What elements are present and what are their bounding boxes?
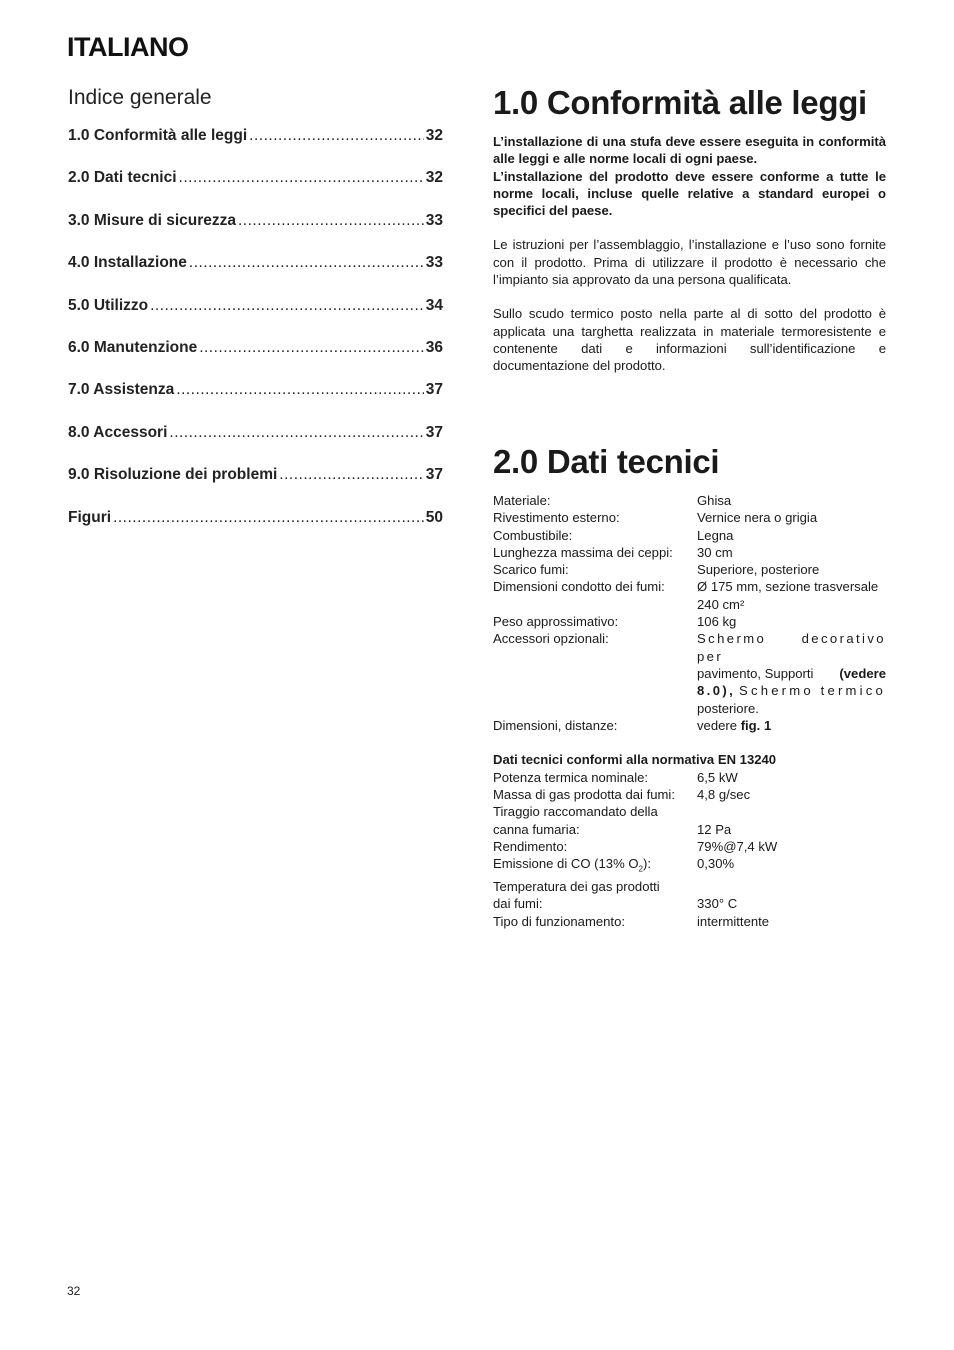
spec-key: Scarico fumi: [493,562,569,578]
spec-value [697,717,886,734]
spec-row-temp1 [493,878,886,895]
toc-item-page: 37 [425,423,443,441]
spec-value-text: 79%@7,4 kW [697,838,778,854]
spec-value [697,492,886,509]
spec-key: Rivestimento esterno: [493,510,620,526]
norm-rows [493,769,886,855]
spec-key: Dimensioni, distanze: [493,717,618,733]
toc-leader-dots [189,254,424,272]
spec-value [697,878,886,895]
spec-row [493,544,886,561]
toc-item[interactable] [68,212,443,254]
emissione-subscript: 2 [638,864,643,874]
spec-row [493,613,886,630]
toc-item-page: 37 [425,381,443,399]
norm-heading: Dati tecnici conformi alla normativa EN 13240 [493,752,777,768]
spec-value: intermittente [697,913,770,929]
spec-key: Temperatura dei gas prodotti [493,879,660,895]
accessori-line4: posteriore. [697,700,759,716]
accessori-line1: Schermo decorativo per [697,631,886,664]
toc-leader-dots [279,466,423,484]
section1-bold-para [493,133,886,219]
spec-value [697,838,886,855]
toc-item[interactable] [68,297,443,339]
toc-item-page: 33 [425,211,443,229]
toc-item-label: 6.0 Manutenzione [68,338,198,356]
spec-key [493,855,697,878]
spec-value-text: Legna [697,527,734,543]
section1-bold-p2: L’installazione del prodotto deve essere conforme a tutte le norme locali, incluse quelle relative a standard europei o specifici del paese. [493,168,886,219]
spec-value [697,561,886,578]
spec-key: Rendimento: [493,838,568,854]
toc-item[interactable] [68,339,443,381]
spec-key: Lunghezza massima dei ceppi: [493,544,673,560]
spec-key: Tiraggio raccomandato della [493,804,658,820]
toc-item-page: 36 [425,338,443,356]
dimensioni-value: vedere [697,717,741,733]
toc-item[interactable] [68,127,443,169]
toc-item[interactable] [68,509,443,551]
toc-item-page: 32 [425,127,443,144]
toc-item[interactable] [68,381,443,423]
spec-row [493,803,886,820]
toc-item-page: 33 [425,254,443,272]
toc-item-page: 50 [425,508,443,526]
spec-value-text: Vernice nera o grigia [697,510,818,526]
spec-value [697,769,886,786]
spec-key: Peso approssimativo: [493,614,619,630]
figure-reference: fig. 1 [740,717,772,733]
spec-value-text: Ø 175 mm, sezione trasversale [697,579,879,595]
spec-row [493,769,886,786]
toc-leader-dots [238,212,424,230]
accessori-line2b: (vedere [839,665,886,681]
spec-value [697,821,886,838]
toc-item[interactable] [68,169,443,211]
spec-row [493,821,886,838]
accessori-line3b: Schermo termico [739,683,886,699]
spec-row-tipo [493,913,886,930]
spec-value [697,509,886,526]
spec-value [697,613,886,630]
spec-value: 0,30% [697,856,735,872]
spec-key: Accessori opzionali: [493,631,609,647]
spec-value-text: Ghisa [697,493,732,508]
spec-key: canna fumaria: [493,821,580,837]
spec-key: Dimensioni condotto dei fumi: [493,579,665,595]
spec-key: Massa di gas prodotta dai fumi: [493,787,675,803]
table-of-contents [68,86,443,551]
spec-key: Materiale: [493,493,551,508]
toc-leader-dots [150,297,424,315]
spec-value [697,786,886,803]
toc-item-page: 37 [425,466,443,484]
spec-row [493,786,886,803]
spec-row [493,838,886,855]
spec-value-text: 12 Pa [697,821,732,837]
spec-key: Potenza termica nominale: [493,769,649,785]
toc-item-page: 32 [425,169,443,187]
toc-item-label: 9.0 Risoluzione dei problemi [68,466,278,484]
page-number: 32 [67,1284,81,1298]
toc-leader-dots [176,381,423,399]
toc-item-label: 7.0 Assistenza [68,381,175,399]
spec-rows [493,492,886,630]
section1-para2: Le istruzioni per l’assemblaggio, l’installazione e l’uso sono fornite con il prodotto. Prima di utilizzare il prodotto è necessario che l’impianto sia approvato da una persona qualificata. [493,237,886,288]
spec-row [493,492,886,509]
spec-key: Tipo di funzionamento: [493,913,625,929]
section1-bold-p1: L’installazione di una stufa deve essere eseguita in conformità alle leggi e alle norme locali di ogni paese. [493,134,886,167]
toc-item-label: 8.0 Accessori [68,423,168,441]
spec-table [493,492,886,930]
accessori-line3 [697,682,886,699]
toc-item-label: 3.0 Misure di sicurezza [68,211,236,229]
spec-key: dai fumi: [493,896,543,912]
spec-value [697,630,886,716]
section2-title: 2.0 Dati tecnici [493,443,720,480]
section1-title: 1.0 Conformità alle leggi [493,84,867,121]
spec-value [697,803,886,820]
accessori-line2 [697,665,886,682]
toc-item[interactable] [68,466,443,508]
spec-value-text: 30 cm [697,544,733,560]
section1-para3: Sullo scudo termico posto nella parte al di sotto del prodotto è applicata una targhetta realizzata in materiale termoresistente e contenente dati e informazioni sull’identificazione e documentazione del prodotto. [493,306,886,374]
toc-item[interactable] [68,254,443,296]
toc-item-label: 5.0 Utilizzo [68,296,149,314]
spec-row-dimensioni [493,717,886,734]
spec-row-emissione [493,855,886,878]
spec-row-accessori [493,630,886,716]
toc-leader-dots [249,127,424,145]
language-title: ITALIANO [67,32,189,62]
emissione-label: Emissione di CO (13% O [493,856,639,872]
emissione-label-end: ): [643,856,651,872]
spec-row [493,578,886,613]
spec-value: 330° C [697,896,738,912]
spec-row [493,509,886,526]
toc-item-label: 4.0 Installazione [68,254,187,272]
toc-item-label: 2.0 Dati tecnici [68,169,177,187]
toc-leader-dots [199,339,424,357]
spec-value [697,544,886,561]
toc-item[interactable] [68,424,443,466]
spec-value-text: 4,8 g/sec [697,787,751,803]
spec-row [493,561,886,578]
section1-body [493,133,886,375]
accessori-line3a: 8.0), [697,683,736,699]
toc-leader-dots [179,169,424,187]
spec-value-text: Superiore, posteriore [697,562,820,578]
spec-row-temp2 [493,895,886,912]
spec-row [493,527,886,544]
spec-value [697,527,886,544]
toc-item-page: 34 [425,296,443,314]
toc-item-label: 1.0 Conformità alle leggi [68,127,248,144]
toc-leader-dots [113,509,424,527]
spec-value-text: 106 kg [697,614,737,630]
accessori-line2a: pavimento, Supporti [697,665,814,681]
spec-key: Combustibile: [493,527,573,543]
toc-heading: Indice generale [68,86,212,109]
spec-value [697,578,886,613]
toc-list [68,127,443,551]
spec-value-text-line2: 240 cm² [697,596,745,612]
spec-value-text: 6,5 kW [697,769,738,785]
toc-item-label: Figuri [68,508,112,526]
toc-leader-dots [169,424,423,442]
